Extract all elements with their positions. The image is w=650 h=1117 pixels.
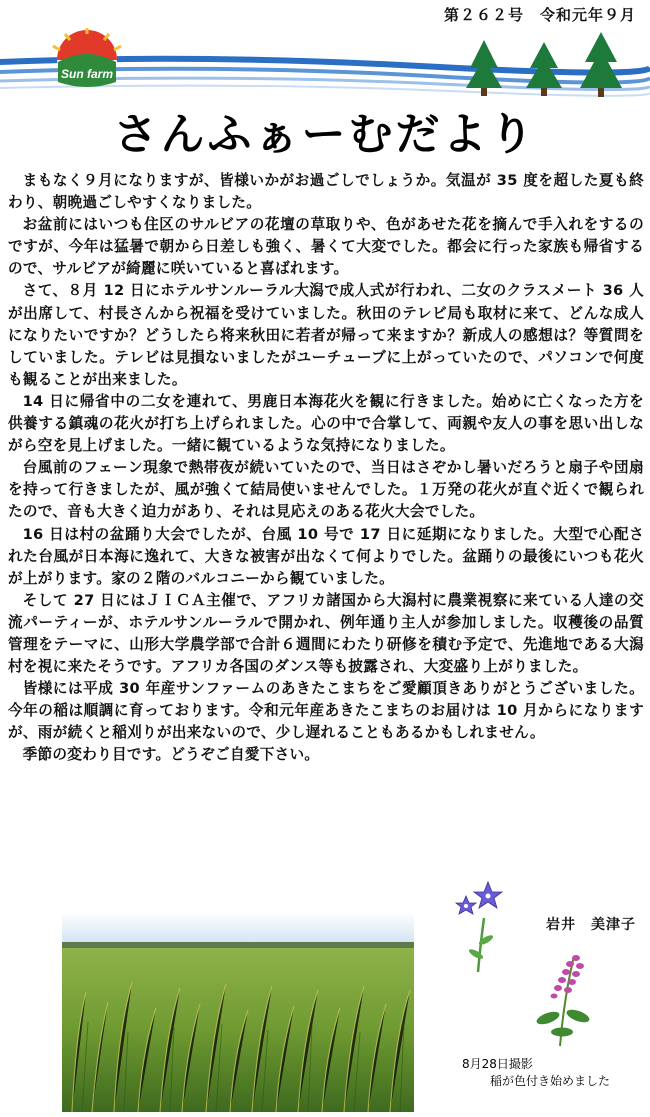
svg-text:Sun farm: Sun farm [60, 67, 114, 81]
paragraph: 14 日に帰省中の二女を連れて、男鹿日本海花火を観に行きました。始めに亡くなった方を供養する鎮魂の花火が打ち上げられました。心の中で合掌して、両親や友人の事を思い出しながら空を見上げました。一緒に観ているような気持になりました。 [8, 392, 644, 455]
sunfarm-logo [53, 28, 121, 88]
closing-line: 季節の変わり目です。どうぞご自愛下さい。 [22, 746, 320, 764]
paragraph: まもなく９月になりますが、皆様いかがお過ごしでしょうか。気温が 35 度を超した夏も終わり、朝晩過ごしやすくなりました。 [8, 172, 644, 212]
bellflower-illustration [450, 878, 510, 974]
rice-field-photo [62, 912, 414, 1112]
newsletter-title: さんふぁーむだより [113, 109, 537, 160]
article-body [8, 170, 644, 767]
paragraph: 皆様には平成 30 年産サンファームのあきたこまちをご愛顧頂きありがとうございました。今年の稲は順調に育っております。令和元年産あきたこまちのお届けは 10 月からになりますが、雨が続くと稲刈りが出来ないので、少し遅れることもあるかもしれません。 [8, 680, 644, 742]
header-banner [0, 26, 650, 106]
paragraph: さて、８月 12 日にホテルサンルーラル大潟で成人式が行われ、二女のクラスメート 36 人が出席して、村長さんから祝福を受けていました。秋田のテレビ局も取材に来て、どんな成人になりたいですか？どうしたら将来秋田に若者が帰って来ますか？新成人の感想は？等質問をしていました。テレビは見損ないましたがユーチューブに上がっていたので、パソコンで何度も観ることが出来ました。 [8, 282, 644, 388]
paragraph: 台風前のフェーン現象で熱帯夜が続いていたので、当日はさぞかし暑いだろうと扇子や団扇を持って行きましたが、風が強くて結局使いませんでした。１万発の花火が直ぐ近くで観られたので、音も大きく迫力があり、それは見応えのある花火大会でした。 [8, 459, 644, 521]
bush-clover-illustration [530, 948, 604, 1048]
tree-icons [466, 32, 622, 97]
paragraph: お盆前にはいつも住区のサルビアの花壇の草取りや、色があせた花を摘んで手入れをするのですが、今年は猛暑で朝から日差しも強く、暑くて大変でした。都会に行った家族も帰省するので、サルビアが綺麗に咲いていると喜ばれます。 [8, 216, 644, 278]
issue-number: 第２６２号 令和元年９月 [443, 6, 636, 24]
author-signature: 岩井 美津子 [546, 917, 636, 933]
photo-caption [462, 1056, 610, 1090]
paragraph: 16 日は村の盆踊り大会でしたが、台風 10 号で 17 日に延期になりました。大型で心配された台風が日本海に逸れて、大きな被害が出なくて何よりでした。盆踊りの最後にいつも花火が上がります。家の２階のバルコニーから観ていました。 [8, 525, 644, 587]
paragraph: そして 27 日にはＪＩＣＡ主催で、アフリカ諸国から大潟村に農業視察に来ている人達の交流パーティーが、ホテルサンルーラルで開かれ、例年通り主人が参加しました。収穫後の品質管理をテーマに、山形大学農学部で合計６週間にわたり研修を積む予定で、先進地である大潟村を視に来たそうです。アフリカ各国のダンス等も披露され、大変盛り上がりました。 [8, 591, 644, 676]
caption-text: 稲が色付き始めました [490, 1074, 611, 1088]
caption-date: 8月28日撮影 [462, 1057, 533, 1071]
